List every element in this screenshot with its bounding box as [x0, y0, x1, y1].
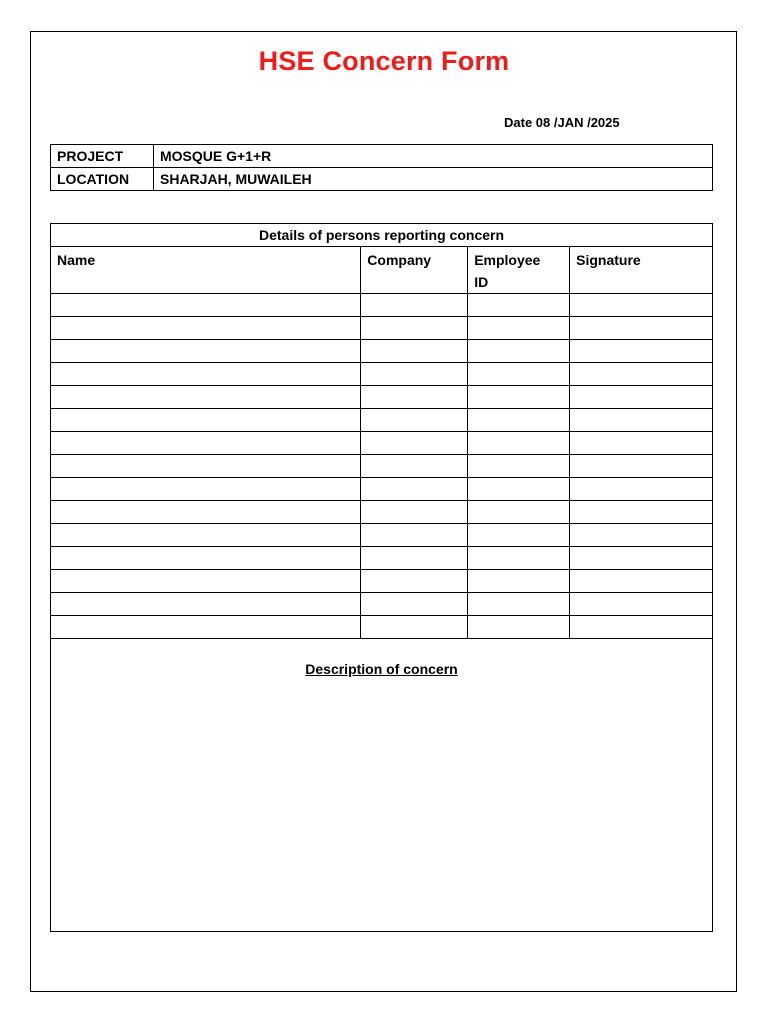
column-header-row: [51, 247, 713, 294]
date-field: [504, 115, 620, 130]
table-row: [51, 524, 713, 547]
project-value[interactable]: MOSQUE G+1+R: [154, 145, 713, 168]
cell-company[interactable]: [361, 501, 468, 524]
cell-signature[interactable]: [570, 455, 713, 478]
cell-company[interactable]: [361, 524, 468, 547]
table-row: [51, 616, 713, 639]
cell-signature[interactable]: [570, 294, 713, 317]
cell-signature[interactable]: [570, 409, 713, 432]
cell-company[interactable]: [361, 593, 468, 616]
cell-name[interactable]: [51, 570, 361, 593]
cell-company[interactable]: [361, 340, 468, 363]
cell-signature[interactable]: [570, 432, 713, 455]
cell-employee-id[interactable]: [468, 340, 570, 363]
table-row: [51, 386, 713, 409]
table-row: [51, 593, 713, 616]
project-row: [51, 145, 713, 168]
cell-name[interactable]: [51, 363, 361, 386]
cell-name[interactable]: [51, 432, 361, 455]
cell-company[interactable]: [361, 455, 468, 478]
table-row: [51, 432, 713, 455]
cell-employee-id[interactable]: [468, 386, 570, 409]
reporters-heading: Details of persons reporting concern: [51, 224, 713, 247]
project-label: PROJECT: [51, 145, 154, 168]
table-row: [51, 478, 713, 501]
cell-company[interactable]: [361, 386, 468, 409]
cell-name[interactable]: [51, 317, 361, 340]
location-value[interactable]: SHARJAH, MUWAILEH: [154, 168, 713, 191]
location-label: LOCATION: [51, 168, 154, 191]
cell-company[interactable]: [361, 409, 468, 432]
table-row: [51, 570, 713, 593]
column-header-employee-id-text: Employee ID: [474, 252, 541, 290]
description-row: [51, 639, 713, 932]
cell-company[interactable]: [361, 432, 468, 455]
cell-signature[interactable]: [570, 593, 713, 616]
cell-signature[interactable]: [570, 317, 713, 340]
table-row: [51, 363, 713, 386]
cell-employee-id[interactable]: [468, 432, 570, 455]
column-header-name: Name: [51, 247, 361, 294]
cell-employee-id[interactable]: [468, 455, 570, 478]
cell-name[interactable]: [51, 547, 361, 570]
cell-signature[interactable]: [570, 524, 713, 547]
cell-name[interactable]: [51, 409, 361, 432]
cell-name[interactable]: [51, 478, 361, 501]
cell-name[interactable]: [51, 340, 361, 363]
cell-employee-id[interactable]: [468, 547, 570, 570]
cell-name[interactable]: [51, 524, 361, 547]
column-header-signature: Signature: [570, 247, 713, 294]
cell-employee-id[interactable]: [468, 363, 570, 386]
table-row: [51, 501, 713, 524]
cell-name[interactable]: [51, 501, 361, 524]
cell-employee-id[interactable]: [468, 524, 570, 547]
cell-employee-id[interactable]: [468, 317, 570, 340]
column-header-employee-id: [468, 247, 570, 294]
cell-employee-id[interactable]: [468, 570, 570, 593]
cell-employee-id[interactable]: [468, 409, 570, 432]
cell-signature[interactable]: [570, 363, 713, 386]
column-header-company: Company: [361, 247, 468, 294]
cell-company[interactable]: [361, 317, 468, 340]
cell-signature[interactable]: [570, 616, 713, 639]
cell-employee-id[interactable]: [468, 294, 570, 317]
cell-employee-id[interactable]: [468, 593, 570, 616]
cell-signature[interactable]: [570, 501, 713, 524]
reporter-rows: [51, 294, 713, 639]
table-row: [51, 455, 713, 478]
cell-name[interactable]: [51, 386, 361, 409]
project-info-table: [50, 144, 713, 191]
cell-signature[interactable]: [570, 547, 713, 570]
description-area[interactable]: [51, 639, 713, 932]
cell-company[interactable]: [361, 616, 468, 639]
cell-signature[interactable]: [570, 570, 713, 593]
cell-name[interactable]: [51, 593, 361, 616]
cell-name[interactable]: [51, 294, 361, 317]
table-row: [51, 547, 713, 570]
table-row: [51, 340, 713, 363]
cell-name[interactable]: [51, 616, 361, 639]
cell-company[interactable]: [361, 294, 468, 317]
cell-employee-id[interactable]: [468, 478, 570, 501]
description-heading: Description of concern: [305, 661, 458, 677]
cell-company[interactable]: [361, 547, 468, 570]
location-row: [51, 168, 713, 191]
reporters-heading-row: [51, 224, 713, 247]
cell-name[interactable]: [51, 455, 361, 478]
cell-company[interactable]: [361, 570, 468, 593]
form-title: HSE Concern Form: [258, 46, 510, 76]
table-row: [51, 409, 713, 432]
date-label: Date 08 /JAN /2025: [504, 115, 620, 130]
cell-company[interactable]: [361, 363, 468, 386]
reporters-table: [50, 223, 713, 932]
table-row: [51, 317, 713, 340]
cell-signature[interactable]: [570, 386, 713, 409]
table-row: [51, 294, 713, 317]
cell-signature[interactable]: [570, 340, 713, 363]
cell-company[interactable]: [361, 478, 468, 501]
cell-employee-id[interactable]: [468, 616, 570, 639]
cell-employee-id[interactable]: [468, 501, 570, 524]
cell-signature[interactable]: [570, 478, 713, 501]
